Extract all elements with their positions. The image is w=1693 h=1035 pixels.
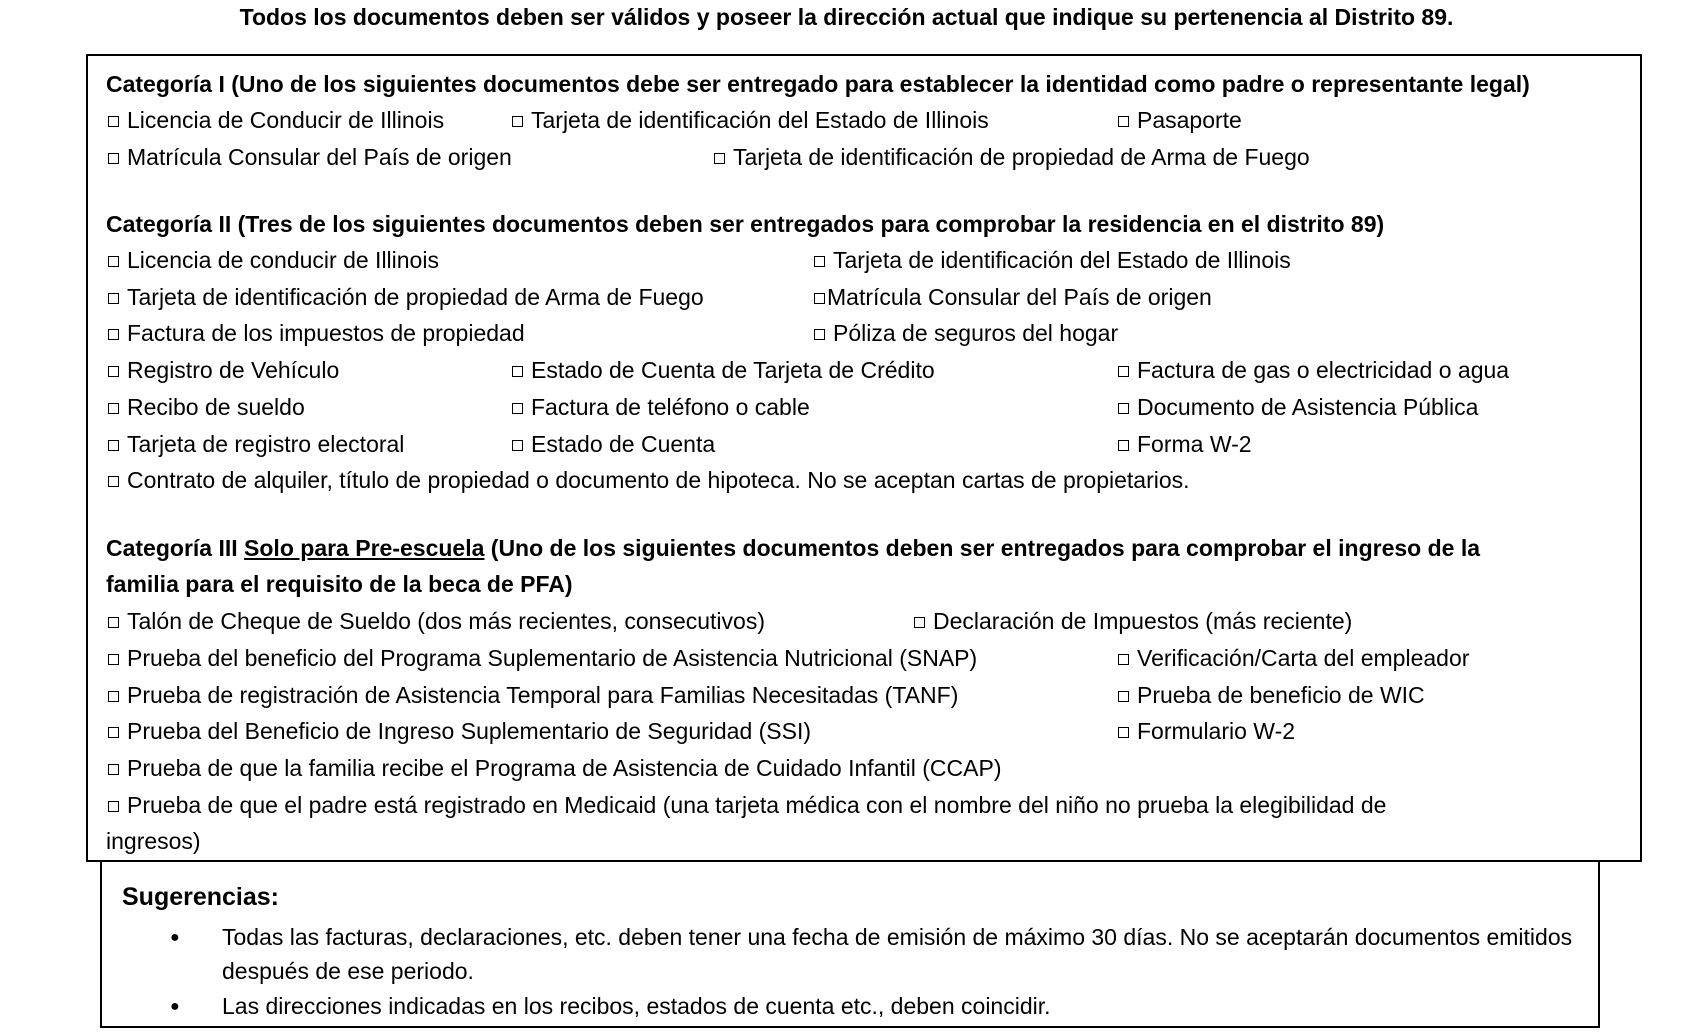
- checkbox-icon[interactable]: [108, 764, 119, 775]
- checkbox-icon[interactable]: [108, 256, 119, 267]
- checkbox-icon[interactable]: [108, 116, 119, 127]
- checkbox-item[interactable]: Estado de Cuenta: [512, 430, 715, 458]
- checkbox-icon[interactable]: [1118, 654, 1129, 665]
- category-2-row-2: [0, 283, 1693, 311]
- category-3-row-5: [0, 754, 1693, 782]
- checkbox-item[interactable]: Factura de teléfono o cable: [512, 393, 810, 421]
- checkbox-icon[interactable]: [512, 366, 523, 377]
- category-2-title: Categoría II (Tres de los siguientes documentos deben ser entregados para comprobar la residencia en el distrito 89): [106, 211, 1385, 237]
- checkbox-icon[interactable]: [814, 329, 825, 340]
- checkbox-icon[interactable]: [108, 801, 119, 812]
- checkbox-icon[interactable]: [108, 293, 119, 304]
- checkbox-item[interactable]: Prueba del beneficio del Programa Suplementario de Asistencia Nutricional (SNAP): [108, 644, 977, 672]
- checkbox-item[interactable]: Prueba de registración de Asistencia Temporal para Familias Necesitadas (TANF): [108, 681, 958, 709]
- checkbox-item[interactable]: Prueba de que el padre está registrado en Medicaid (una tarjeta médica con el nombre del niño no prueba la elegibilidad de: [108, 791, 1386, 819]
- suggestion-item: Las direcciones indicadas en los recibos, estados de cuenta etc., deben coincidir.: [222, 993, 1051, 1019]
- checkbox-item[interactable]: Formulario W-2: [1118, 717, 1295, 745]
- checkbox-item[interactable]: Tarjeta de identificación del Estado de Illinois: [814, 246, 1291, 274]
- checkbox-item[interactable]: Registro de Vehículo: [108, 356, 339, 384]
- checkbox-item[interactable]: Licencia de conducir de Illinois: [108, 246, 439, 274]
- checkbox-icon[interactable]: [1118, 691, 1129, 702]
- bullet-icon: ●: [170, 998, 180, 1015]
- category-1-row-2: [0, 143, 1693, 171]
- checkbox-icon[interactable]: [108, 617, 119, 628]
- checkbox-item[interactable]: Estado de Cuenta de Tarjeta de Crédito: [512, 356, 935, 384]
- checkbox-icon[interactable]: [108, 727, 119, 738]
- category-2-row-5: [0, 393, 1693, 421]
- checkbox-icon[interactable]: [1118, 727, 1129, 738]
- category-3-row-6-continued: ingresos): [106, 828, 201, 854]
- checkbox-item[interactable]: Matrícula Consular del País de origen: [814, 283, 1212, 311]
- checkbox-item[interactable]: Prueba de que la familia recibe el Programa de Asistencia de Cuidado Infantil (CCAP): [108, 754, 1001, 782]
- checkbox-item[interactable]: Tarjeta de identificación del Estado de Illinois: [512, 106, 989, 134]
- checkbox-icon[interactable]: [714, 153, 725, 164]
- checkbox-item[interactable]: Declaración de Impuestos (más reciente): [914, 607, 1352, 635]
- checkbox-item[interactable]: Póliza de seguros del hogar: [814, 319, 1118, 347]
- bullet-icon: ●: [170, 929, 180, 946]
- category-3-title-line-1: Categoría III Solo para Pre-escuela (Uno de los siguientes documentos deben ser entregados para comprobar el ingreso de la: [106, 535, 1481, 561]
- checkbox-icon[interactable]: [512, 440, 523, 451]
- checkbox-icon[interactable]: [108, 654, 119, 665]
- category-3-row-1: [0, 607, 1693, 635]
- checkbox-icon[interactable]: [108, 329, 119, 340]
- checkbox-icon[interactable]: [512, 403, 523, 414]
- checkbox-icon[interactable]: [108, 476, 119, 487]
- checkbox-item[interactable]: Factura de los impuestos de propiedad: [108, 319, 525, 347]
- category-1-row-1: [0, 106, 1693, 134]
- checkbox-icon[interactable]: [512, 116, 523, 127]
- category-2-row-7: [0, 466, 1693, 494]
- checkbox-icon[interactable]: [108, 403, 119, 414]
- checkbox-item[interactable]: Licencia de Conducir de Illinois: [108, 106, 444, 134]
- checkbox-item[interactable]: Forma W-2: [1118, 430, 1252, 458]
- checkbox-item[interactable]: Pasaporte: [1118, 106, 1242, 134]
- checkbox-icon[interactable]: [1118, 403, 1129, 414]
- category-1-title: Categoría I (Uno de los siguientes documentos debe ser entregado para establecer la identidad como padre o representante legal): [106, 71, 1530, 97]
- page-header: Todos los documentos deben ser válidos y poseer la dirección actual que indique su pertenencia al Distrito 89.: [239, 4, 1454, 30]
- checkbox-icon[interactable]: [1118, 116, 1129, 127]
- category-3-row-3: [0, 681, 1693, 709]
- suggestion-item: Todas las facturas, declaraciones, etc. deben tener una fecha de emisión de máximo 30 días. No se aceptarán documentos emitidos después de ese periodo.: [222, 924, 1573, 984]
- checkbox-item[interactable]: Factura de gas o electricidad o agua: [1118, 356, 1509, 384]
- category-2-row-3: [0, 319, 1693, 347]
- category-3-row-6: [0, 791, 1693, 819]
- checkbox-item[interactable]: Tarjeta de identificación de propiedad de Arma de Fuego: [108, 283, 704, 311]
- category-2-row-4: [0, 356, 1693, 384]
- checkbox-item[interactable]: Documento de Asistencia Pública: [1118, 393, 1478, 421]
- suggestions-title: Sugerencias:: [122, 883, 280, 911]
- checkbox-icon[interactable]: [914, 617, 925, 628]
- checkbox-item[interactable]: Recibo de sueldo: [108, 393, 305, 421]
- checkbox-icon[interactable]: [1118, 440, 1129, 451]
- category-2-row-1: [0, 246, 1693, 274]
- checkbox-item[interactable]: Contrato de alquiler, título de propiedad o documento de hipoteca. No se aceptan cartas de propietarios.: [108, 466, 1190, 494]
- checkbox-item[interactable]: Tarjeta de identificación de propiedad de Arma de Fuego: [714, 143, 1310, 171]
- category-2-row-6: [0, 430, 1693, 458]
- checkbox-item[interactable]: Tarjeta de registro electoral: [108, 430, 404, 458]
- checkbox-icon[interactable]: [108, 153, 119, 164]
- checkbox-item[interactable]: Prueba del Beneficio de Ingreso Suplementario de Seguridad (SSI): [108, 717, 811, 745]
- checkbox-icon[interactable]: [108, 440, 119, 451]
- checkbox-icon[interactable]: [814, 256, 825, 267]
- category-3-row-4: [0, 717, 1693, 745]
- checkbox-icon[interactable]: [814, 293, 825, 304]
- checkbox-icon[interactable]: [108, 366, 119, 377]
- checkbox-icon[interactable]: [1118, 366, 1129, 377]
- category-3-row-2: [0, 644, 1693, 672]
- checkbox-item[interactable]: Matrícula Consular del País de origen: [108, 143, 512, 171]
- checkbox-item[interactable]: Talón de Cheque de Sueldo (dos más recientes, consecutivos): [108, 607, 765, 635]
- checkbox-item[interactable]: Prueba de beneficio de WIC: [1118, 681, 1425, 709]
- checkbox-icon[interactable]: [108, 691, 119, 702]
- checkbox-item[interactable]: Verificación/Carta del empleador: [1118, 644, 1469, 672]
- category-3-title-line-2: familia para el requisito de la beca de PFA): [106, 571, 573, 597]
